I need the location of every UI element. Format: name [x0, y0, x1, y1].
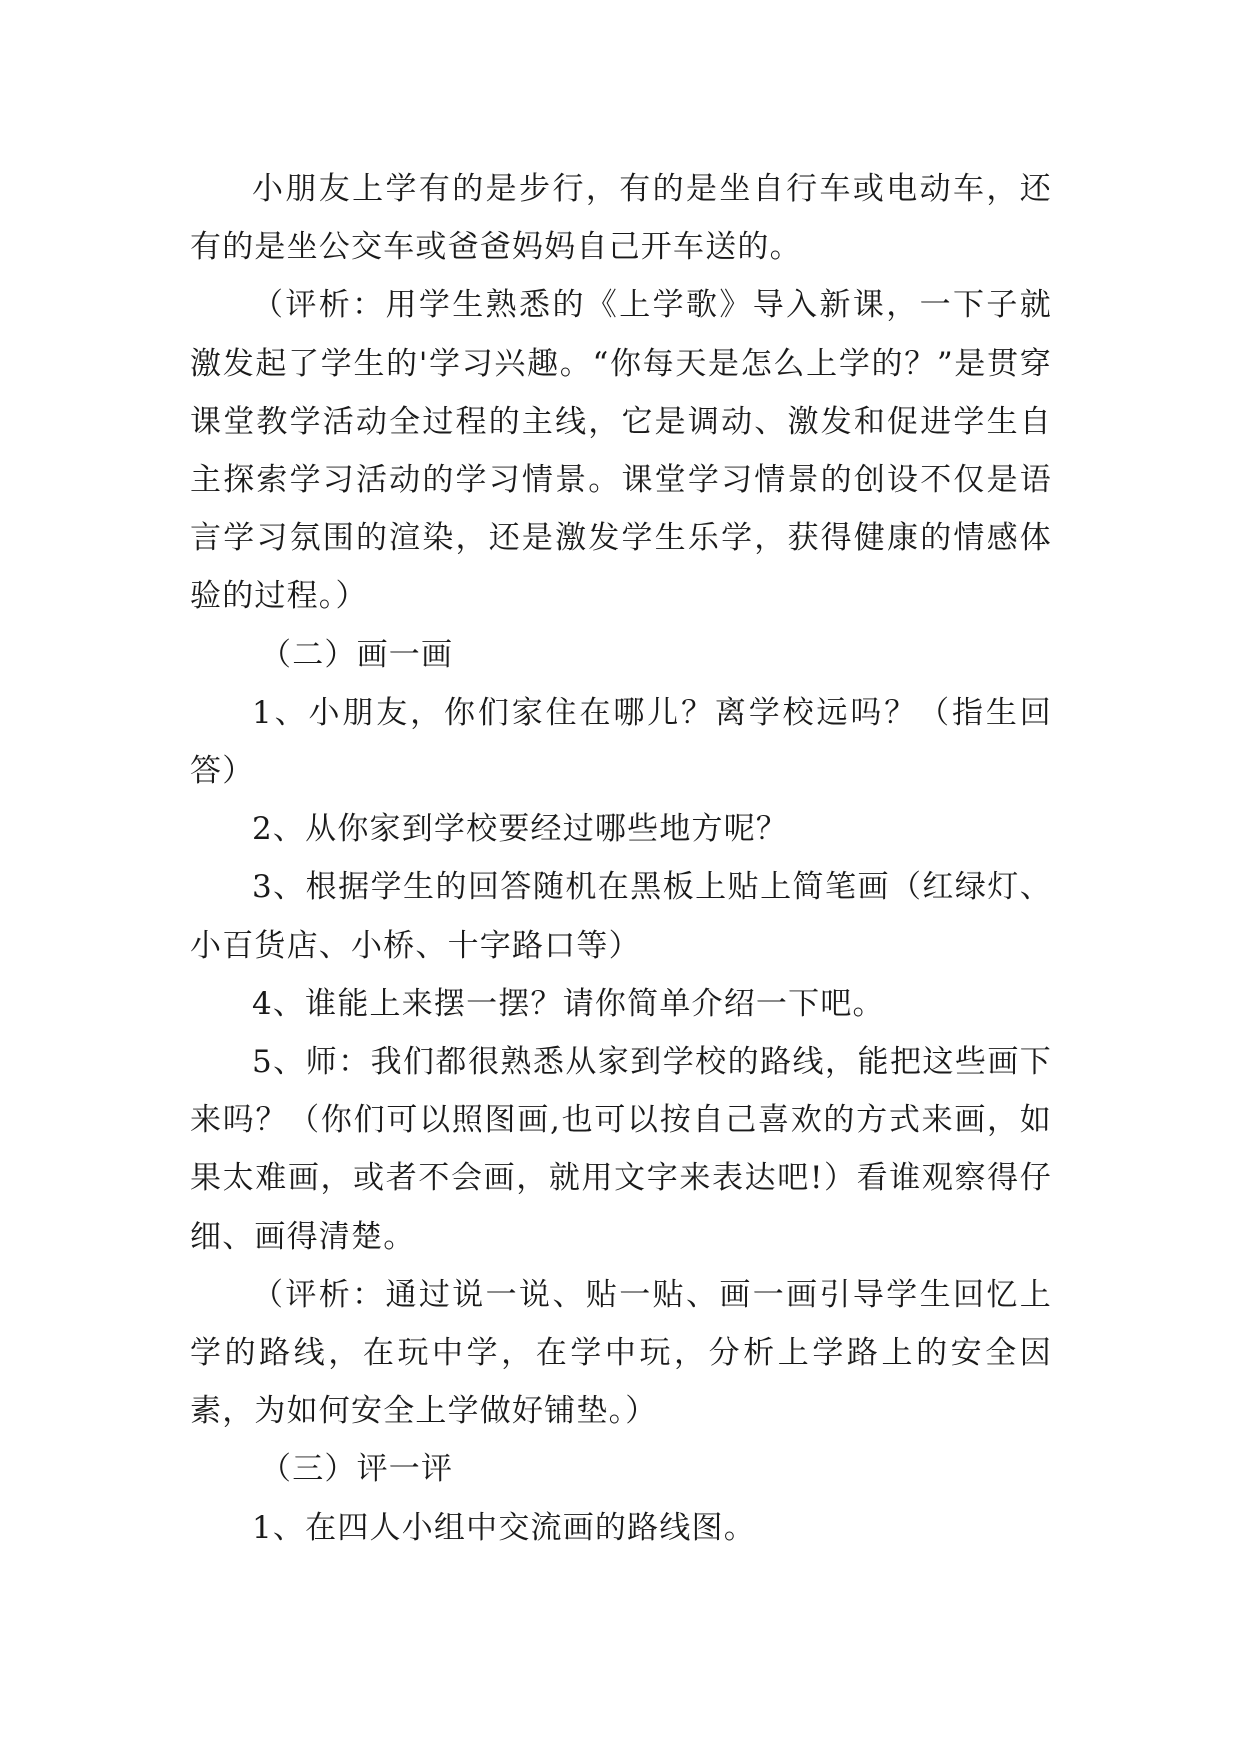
paragraph-evaluate-step-1: 1、在四人小组中交流画的路线图。	[252, 1509, 756, 1546]
paragraph-transport-ways: 小朋友上学有的是步行，有的是坐自行车或电动车，还有的是坐公交车或爸爸妈妈自己开车送的。	[190, 171, 1052, 266]
paragraph-commentary-intro: （评析：用学生熟悉的《上学歌》导入新课，一下子就激发起了学生的'学习兴趣。“你每天是怎么上学的？”是贯穿课堂教学活动全过程的主线，它是调动、激发和促进学生自主探索学习活动的学习情景。课堂学习情景的创设不仅是语言学习氛围的渲染，还是激发学生乐学，获得健康的情感体验的过程。）	[190, 287, 1052, 615]
paragraph-step-2: 2、从你家到学校要经过哪些地方呢？	[252, 811, 789, 848]
document-body	[190, 160, 1052, 1557]
section-heading-draw: （二）画一画	[260, 636, 454, 673]
section-heading-evaluate: （三）评一评	[260, 1451, 454, 1488]
paragraph-commentary-draw: （评析：通过说一说、贴一贴、画一画引导学生回忆上学的路线，在玩中学，在学中玩，分析上学路上的安全因素，为如何安全上学做好铺垫。）	[190, 1276, 1052, 1430]
paragraph-step-3: 3、根据学生的回答随机在黑板上贴上简笔画（红绿灯、小百货店、小桥、十字路口等）	[190, 869, 1052, 964]
paragraph-step-1: 1、小朋友，你们家住在哪儿？离学校远吗？（指生回答）	[190, 694, 1052, 790]
paragraph-step-4: 4、谁能上来摆一摆？请你简单介绍一下吧。	[252, 985, 885, 1022]
paragraph-step-5: 5、师：我们都很熟悉从家到学校的路线，能把这些画下来吗？（你们可以照图画,也可以按自己喜欢的方式来画，如果太难画，或者不会画，就用文字来表达吧!）看谁观察得仔细、画得清楚。	[190, 1044, 1052, 1255]
